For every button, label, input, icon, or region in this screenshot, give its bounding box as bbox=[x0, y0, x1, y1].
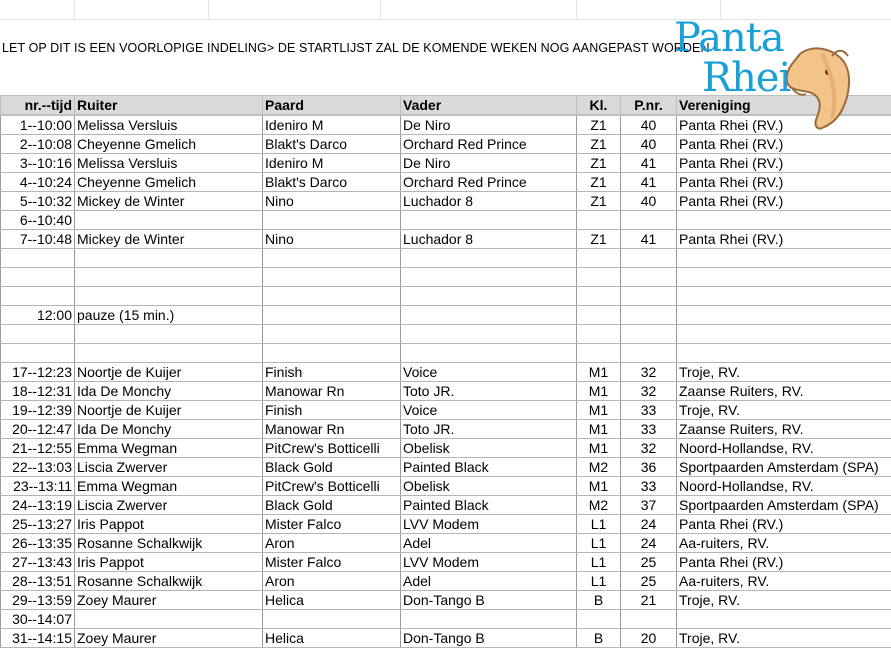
table-row bbox=[1, 534, 891, 553]
cell-paard[interactable]: Finish bbox=[263, 363, 401, 382]
table-row bbox=[1, 287, 891, 306]
cell-vader[interactable]: Adel bbox=[401, 534, 577, 553]
cell-vader[interactable]: De Niro bbox=[401, 154, 577, 173]
cell-kl[interactable]: B bbox=[577, 591, 621, 610]
cell-paard[interactable]: Manowar Rn bbox=[263, 382, 401, 401]
cell-kl[interactable]: M1 bbox=[577, 420, 621, 439]
cell-pnr[interactable]: 32 bbox=[621, 382, 677, 401]
cell-pnr[interactable]: 21 bbox=[621, 591, 677, 610]
cell-vereniging[interactable]: Panta Rhei (RV.) bbox=[677, 173, 891, 192]
cell-paard[interactable]: Ideniro M bbox=[263, 115, 401, 135]
cell-kl[interactable]: M1 bbox=[577, 439, 621, 458]
cell-ruiter[interactable]: Ida De Monchy bbox=[75, 420, 263, 439]
cell-paard[interactable]: PitCrew's Botticelli bbox=[263, 477, 401, 496]
cell-ruiter[interactable]: Noortje de Kuijer bbox=[75, 401, 263, 420]
cell-vader[interactable] bbox=[401, 249, 577, 268]
cell-paard[interactable]: Black Gold bbox=[263, 496, 401, 515]
cell-ruiter[interactable]: Melissa Versluis bbox=[75, 154, 263, 173]
cell-nr-tijd[interactable]: 23--13:11 bbox=[1, 477, 75, 496]
cell-paard[interactable] bbox=[263, 325, 401, 344]
cell-paard[interactable]: Blakt's Darco bbox=[263, 135, 401, 154]
cell-ruiter[interactable]: Emma Wegman bbox=[75, 439, 263, 458]
cell-vader[interactable]: LVV Modem bbox=[401, 515, 577, 534]
cell-ruiter[interactable] bbox=[75, 610, 263, 629]
logo-word-panta: Panta bbox=[674, 15, 784, 61]
cell-vader[interactable]: Painted Black bbox=[401, 458, 577, 477]
cell-vader[interactable]: Adel bbox=[401, 572, 577, 591]
cell-vereniging[interactable]: Panta Rhei (RV.) bbox=[677, 515, 891, 534]
header-cell-ruiter[interactable]: Ruiter bbox=[75, 96, 263, 116]
cell-vereniging[interactable]: Panta Rhei (RV.) bbox=[677, 115, 891, 135]
cell-ruiter[interactable]: Iris Pappot bbox=[75, 553, 263, 572]
cell-paard[interactable]: Finish bbox=[263, 401, 401, 420]
cell-kl[interactable]: M1 bbox=[577, 363, 621, 382]
cell-vereniging[interactable]: Panta Rhei (RV.) bbox=[677, 154, 891, 173]
top-gridline bbox=[576, 0, 577, 19]
cell-pnr[interactable]: 37 bbox=[621, 496, 677, 515]
cell-vereniging[interactable] bbox=[677, 268, 891, 287]
cell-kl[interactable]: B bbox=[577, 629, 621, 648]
cell-paard[interactable] bbox=[263, 268, 401, 287]
cell-paard[interactable] bbox=[263, 610, 401, 629]
cell-kl[interactable]: L1 bbox=[577, 572, 621, 591]
cell-paard[interactable]: Mister Falco bbox=[263, 515, 401, 534]
cell-pnr[interactable]: 41 bbox=[621, 154, 677, 173]
cell-ruiter[interactable]: Iris Pappot bbox=[75, 515, 263, 534]
header-cell-nr-tijd[interactable]: nr.--tijd bbox=[1, 96, 75, 116]
cell-vader[interactable]: Obelisk bbox=[401, 439, 577, 458]
cell-paard[interactable]: PitCrew's Botticelli bbox=[263, 439, 401, 458]
cell-paard[interactable] bbox=[263, 249, 401, 268]
table-row bbox=[1, 401, 891, 420]
cell-kl[interactable]: L1 bbox=[577, 553, 621, 572]
cell-ruiter[interactable]: Rosanne Schalkwijk bbox=[75, 572, 263, 591]
cell-vader[interactable]: Painted Black bbox=[401, 496, 577, 515]
table-body bbox=[1, 96, 891, 648]
cell-pnr[interactable]: 24 bbox=[621, 515, 677, 534]
cell-ruiter[interactable]: Cheyenne Gmelich bbox=[75, 135, 263, 154]
cell-ruiter[interactable] bbox=[75, 287, 263, 306]
cell-vader[interactable]: Obelisk bbox=[401, 477, 577, 496]
cell-pnr[interactable]: 20 bbox=[621, 629, 677, 648]
cell-vader[interactable]: Toto JR. bbox=[401, 420, 577, 439]
cell-paard[interactable] bbox=[263, 306, 401, 325]
table-row bbox=[1, 572, 891, 591]
cell-vader[interactable]: Don-Tango B bbox=[401, 629, 577, 648]
table-row bbox=[1, 382, 891, 401]
cell-kl[interactable]: Z1 bbox=[577, 230, 621, 249]
cell-vereniging[interactable] bbox=[677, 325, 891, 344]
cell-nr-tijd[interactable]: 5--10:32 bbox=[1, 192, 75, 211]
cell-pnr[interactable]: 36 bbox=[621, 458, 677, 477]
table-row bbox=[1, 325, 891, 344]
cell-kl[interactable]: Z1 bbox=[577, 192, 621, 211]
cell-kl[interactable] bbox=[577, 268, 621, 287]
cell-vereniging[interactable]: Panta Rhei (RV.) bbox=[677, 553, 891, 572]
cell-vereniging[interactable] bbox=[677, 610, 891, 629]
cell-vader[interactable]: Voice bbox=[401, 363, 577, 382]
cell-nr-tijd[interactable] bbox=[1, 287, 75, 306]
cell-nr-tijd[interactable]: 29--13:59 bbox=[1, 591, 75, 610]
cell-nr-tijd[interactable] bbox=[1, 325, 75, 344]
cell-vader[interactable]: Orchard Red Prince bbox=[401, 173, 577, 192]
table-row bbox=[1, 439, 891, 458]
cell-nr-tijd[interactable]: 24--13:19 bbox=[1, 496, 75, 515]
cell-vader[interactable]: LVV Modem bbox=[401, 553, 577, 572]
cell-ruiter[interactable]: Liscia Zwerver bbox=[75, 496, 263, 515]
cell-paard[interactable]: Black Gold bbox=[263, 458, 401, 477]
top-gridline bbox=[74, 0, 75, 19]
cell-ruiter[interactable]: pauze (15 min.) bbox=[75, 306, 263, 325]
cell-nr-tijd[interactable]: 18--12:31 bbox=[1, 382, 75, 401]
cell-ruiter[interactable]: Cheyenne Gmelich bbox=[75, 173, 263, 192]
cell-kl[interactable] bbox=[577, 306, 621, 325]
cell-vereniging[interactable]: Panta Rhei (RV.) bbox=[677, 230, 891, 249]
table-row bbox=[1, 249, 891, 268]
cell-kl[interactable]: Z1 bbox=[577, 135, 621, 154]
cell-pnr[interactable]: 33 bbox=[621, 401, 677, 420]
cell-pnr[interactable]: 24 bbox=[621, 534, 677, 553]
cell-paard[interactable]: Nino bbox=[263, 192, 401, 211]
cell-kl[interactable]: M2 bbox=[577, 496, 621, 515]
cell-vader[interactable]: Voice bbox=[401, 401, 577, 420]
cell-vereniging[interactable]: Panta Rhei (RV.) bbox=[677, 192, 891, 211]
cell-paard[interactable] bbox=[263, 344, 401, 363]
cell-pnr[interactable] bbox=[621, 306, 677, 325]
cell-vereniging[interactable]: Troje, RV. bbox=[677, 591, 891, 610]
cell-vereniging[interactable]: Troje, RV. bbox=[677, 401, 891, 420]
cell-nr-tijd[interactable]: 12:00 bbox=[1, 306, 75, 325]
cell-nr-tijd[interactable]: 31--14:15 bbox=[1, 629, 75, 648]
header-cell-paard[interactable]: Paard bbox=[263, 96, 401, 116]
cell-pnr[interactable]: 25 bbox=[621, 572, 677, 591]
cell-paard[interactable]: Mister Falco bbox=[263, 553, 401, 572]
cell-kl[interactable]: M1 bbox=[577, 401, 621, 420]
cell-ruiter[interactable] bbox=[75, 325, 263, 344]
table-row bbox=[1, 363, 891, 382]
cell-nr-tijd[interactable]: 28--13:51 bbox=[1, 572, 75, 591]
cell-pnr[interactable]: 33 bbox=[621, 420, 677, 439]
cell-pnr[interactable] bbox=[621, 211, 677, 230]
cell-pnr[interactable]: 25 bbox=[621, 553, 677, 572]
header-cell-kl[interactable]: Kl. bbox=[577, 96, 621, 116]
cell-kl[interactable] bbox=[577, 249, 621, 268]
table-row bbox=[1, 458, 891, 477]
cell-kl[interactable]: L1 bbox=[577, 534, 621, 553]
cell-vereniging[interactable]: Sportpaarden Amsterdam (SPA) bbox=[677, 458, 891, 477]
cell-nr-tijd[interactable]: 17--12:23 bbox=[1, 363, 75, 382]
cell-nr-tijd[interactable]: 21--12:55 bbox=[1, 439, 75, 458]
cell-pnr[interactable] bbox=[621, 610, 677, 629]
cell-nr-tijd[interactable]: 27--13:43 bbox=[1, 553, 75, 572]
cell-nr-tijd[interactable]: 6--10:40 bbox=[1, 211, 75, 230]
cell-vereniging[interactable]: Aa-ruiters, RV. bbox=[677, 534, 891, 553]
notice-text: LET OP DIT IS EEN VOORLOPIGE INDELING> DE STARTLIJST ZAL DE KOMENDE WEKEN NOG AANGEPAST WORDEN bbox=[2, 41, 710, 55]
cell-nr-tijd[interactable]: 20--12:47 bbox=[1, 420, 75, 439]
cell-ruiter[interactable]: Emma Wegman bbox=[75, 477, 263, 496]
cell-ruiter[interactable]: Mickey de Winter bbox=[75, 230, 263, 249]
cell-pnr[interactable]: 40 bbox=[621, 135, 677, 154]
cell-vader[interactable] bbox=[401, 610, 577, 629]
cell-ruiter[interactable] bbox=[75, 249, 263, 268]
cell-vereniging[interactable]: Zaanse Ruiters, RV. bbox=[677, 382, 891, 401]
table-row bbox=[1, 230, 891, 249]
table-row bbox=[1, 211, 891, 230]
cell-vereniging[interactable]: Troje, RV. bbox=[677, 363, 891, 382]
cell-vereniging[interactable] bbox=[677, 287, 891, 306]
cell-vader[interactable] bbox=[401, 325, 577, 344]
cell-vereniging[interactable]: Noord-Hollandse, RV. bbox=[677, 439, 891, 458]
cell-vereniging[interactable] bbox=[677, 344, 891, 363]
cell-vereniging[interactable]: Zaanse Ruiters, RV. bbox=[677, 420, 891, 439]
cell-kl[interactable] bbox=[577, 211, 621, 230]
header-cell-vader[interactable]: Vader bbox=[401, 96, 577, 116]
cell-vader[interactable] bbox=[401, 306, 577, 325]
cell-pnr[interactable]: 32 bbox=[621, 439, 677, 458]
cell-nr-tijd[interactable]: 26--13:35 bbox=[1, 534, 75, 553]
cell-vereniging[interactable]: Noord-Hollandse, RV. bbox=[677, 477, 891, 496]
cell-nr-tijd[interactable]: 7--10:48 bbox=[1, 230, 75, 249]
cell-pnr[interactable]: 33 bbox=[621, 477, 677, 496]
cell-pnr[interactable]: 40 bbox=[621, 192, 677, 211]
panta-rhei-logo bbox=[672, 14, 862, 138]
cell-nr-tijd[interactable]: 30--14:07 bbox=[1, 610, 75, 629]
cell-vader[interactable]: Toto JR. bbox=[401, 382, 577, 401]
cell-ruiter[interactable]: Noortje de Kuijer bbox=[75, 363, 263, 382]
cell-paard[interactable] bbox=[263, 211, 401, 230]
cell-ruiter[interactable]: Rosanne Schalkwijk bbox=[75, 534, 263, 553]
cell-vereniging[interactable] bbox=[677, 211, 891, 230]
table-row bbox=[1, 344, 891, 363]
table-row bbox=[1, 173, 891, 192]
cell-vereniging[interactable]: Aa-ruiters, RV. bbox=[677, 572, 891, 591]
cell-nr-tijd[interactable]: 1--10:00 bbox=[1, 115, 75, 135]
table-row bbox=[1, 306, 891, 325]
cell-ruiter[interactable]: Zoey Maurer bbox=[75, 591, 263, 610]
table-row bbox=[1, 154, 891, 173]
cell-kl[interactable]: Z1 bbox=[577, 173, 621, 192]
table-row bbox=[1, 268, 891, 287]
cell-kl[interactable] bbox=[577, 325, 621, 344]
table-row bbox=[1, 610, 891, 629]
cell-nr-tijd[interactable]: 19--12:39 bbox=[1, 401, 75, 420]
cell-paard[interactable]: Helica bbox=[263, 591, 401, 610]
table-row bbox=[1, 591, 891, 610]
header-cell-pnr[interactable]: P.nr. bbox=[621, 96, 677, 116]
cell-kl[interactable] bbox=[577, 287, 621, 306]
cell-paard[interactable]: Aron bbox=[263, 534, 401, 553]
cell-nr-tijd[interactable] bbox=[1, 344, 75, 363]
cell-vader[interactable] bbox=[401, 268, 577, 287]
cell-vader[interactable] bbox=[401, 211, 577, 230]
cell-vader[interactable] bbox=[401, 344, 577, 363]
logo-word-rhei: Rhei bbox=[702, 55, 791, 101]
cell-nr-tijd[interactable]: 22--13:03 bbox=[1, 458, 75, 477]
cell-vader[interactable]: Orchard Red Prince bbox=[401, 135, 577, 154]
cell-nr-tijd[interactable] bbox=[1, 268, 75, 287]
top-gridline bbox=[208, 0, 209, 19]
cell-pnr[interactable] bbox=[621, 325, 677, 344]
table-row bbox=[1, 629, 891, 648]
table-row bbox=[1, 477, 891, 496]
cell-kl[interactable]: Z1 bbox=[577, 115, 621, 135]
cell-vereniging[interactable]: Panta Rhei (RV.) bbox=[677, 135, 891, 154]
cell-paard[interactable]: Nino bbox=[263, 230, 401, 249]
cell-ruiter[interactable]: Zoey Maurer bbox=[75, 629, 263, 648]
cell-ruiter[interactable]: Ida De Monchy bbox=[75, 382, 263, 401]
cell-vereniging[interactable]: Troje, RV. bbox=[677, 629, 891, 648]
cell-pnr[interactable] bbox=[621, 249, 677, 268]
cell-nr-tijd[interactable]: 2--10:08 bbox=[1, 135, 75, 154]
cell-pnr[interactable]: 40 bbox=[621, 115, 677, 135]
cell-kl[interactable]: M1 bbox=[577, 382, 621, 401]
cell-vader[interactable]: De Niro bbox=[401, 115, 577, 135]
cell-ruiter[interactable] bbox=[75, 344, 263, 363]
table-row bbox=[1, 192, 891, 211]
cell-nr-tijd[interactable]: 3--10:16 bbox=[1, 154, 75, 173]
cell-ruiter[interactable]: Mickey de Winter bbox=[75, 192, 263, 211]
cell-kl[interactable] bbox=[577, 610, 621, 629]
cell-vereniging[interactable] bbox=[677, 306, 891, 325]
table-row bbox=[1, 553, 891, 572]
cell-vader[interactable]: Luchador 8 bbox=[401, 230, 577, 249]
cell-paard[interactable]: Manowar Rn bbox=[263, 420, 401, 439]
cell-kl[interactable]: Z1 bbox=[577, 154, 621, 173]
cell-pnr[interactable]: 41 bbox=[621, 230, 677, 249]
cell-pnr[interactable] bbox=[621, 344, 677, 363]
table-row bbox=[1, 496, 891, 515]
cell-paard[interactable]: Ideniro M bbox=[263, 154, 401, 173]
table-row bbox=[1, 420, 891, 439]
cell-paard[interactable]: Aron bbox=[263, 572, 401, 591]
cell-ruiter[interactable] bbox=[75, 211, 263, 230]
top-gridline bbox=[380, 0, 381, 19]
cell-ruiter[interactable]: Melissa Versluis bbox=[75, 115, 263, 135]
cell-pnr[interactable] bbox=[621, 287, 677, 306]
cell-vader[interactable]: Luchador 8 bbox=[401, 192, 577, 211]
cell-kl[interactable]: L1 bbox=[577, 515, 621, 534]
cell-kl[interactable] bbox=[577, 344, 621, 363]
cell-ruiter[interactable] bbox=[75, 268, 263, 287]
cell-nr-tijd[interactable]: 4--10:24 bbox=[1, 173, 75, 192]
startlist-table bbox=[0, 95, 891, 648]
cell-pnr[interactable] bbox=[621, 268, 677, 287]
cell-paard[interactable]: Blakt's Darco bbox=[263, 173, 401, 192]
cell-paard[interactable] bbox=[263, 287, 401, 306]
cell-ruiter[interactable]: Liscia Zwerver bbox=[75, 458, 263, 477]
cell-vader[interactable]: Don-Tango B bbox=[401, 591, 577, 610]
cell-kl[interactable]: M1 bbox=[577, 477, 621, 496]
cell-vereniging[interactable] bbox=[677, 249, 891, 268]
table-row bbox=[1, 515, 891, 534]
cell-nr-tijd[interactable] bbox=[1, 249, 75, 268]
cell-kl[interactable]: M2 bbox=[577, 458, 621, 477]
cell-paard[interactable]: Helica bbox=[263, 629, 401, 648]
cell-vader[interactable] bbox=[401, 287, 577, 306]
cell-pnr[interactable]: 41 bbox=[621, 173, 677, 192]
cell-nr-tijd[interactable]: 25--13:27 bbox=[1, 515, 75, 534]
cell-pnr[interactable]: 32 bbox=[621, 363, 677, 382]
header-cell-vereniging[interactable]: Vereniging bbox=[677, 96, 891, 116]
cell-vereniging[interactable]: Sportpaarden Amsterdam (SPA) bbox=[677, 496, 891, 515]
